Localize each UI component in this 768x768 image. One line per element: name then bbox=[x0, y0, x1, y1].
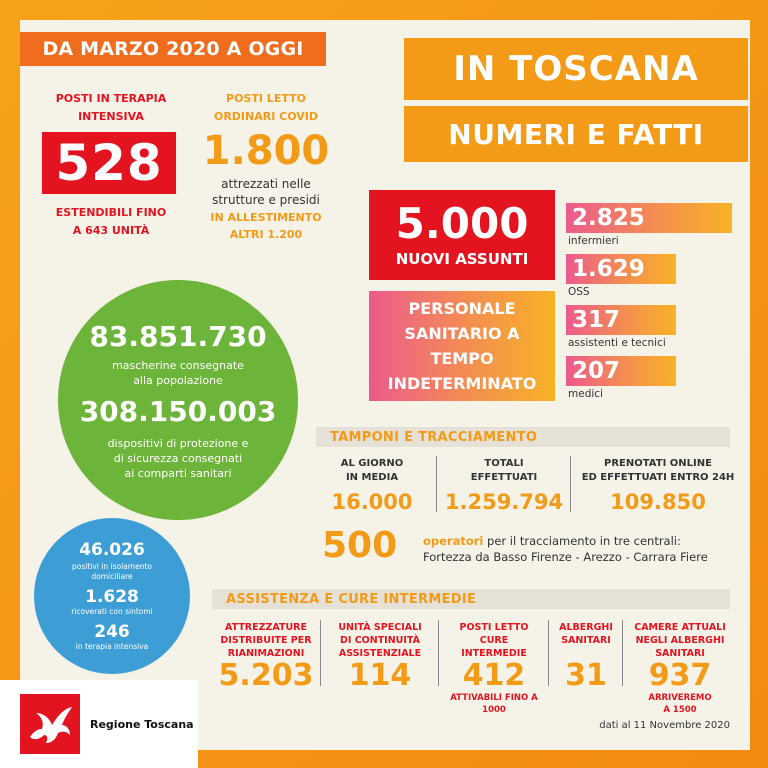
divider bbox=[320, 620, 321, 686]
icu-label: POSTI IN TERAPIA INTENSIVA bbox=[55, 92, 167, 123]
assistenza-label: ATTREZZATURE DISTRIBUITE PER RIANIMAZIONI bbox=[220, 622, 312, 659]
main-title: IN TOSCANA bbox=[404, 38, 748, 100]
assistenza-value: 5.203 bbox=[218, 658, 314, 693]
tamponi-online-value: 109.850 bbox=[610, 490, 706, 514]
tamponi-daily-value: 16.000 bbox=[331, 490, 413, 514]
icu-value: 528 bbox=[42, 132, 176, 194]
tamponi-total-value: 1.259.794 bbox=[444, 490, 564, 514]
hospitalized-desc: ricoverati con sintomi bbox=[71, 607, 153, 616]
hires-breakdown-value: 207 bbox=[566, 356, 676, 386]
assistenza-note: ATTIVABILI FINO A 1000 bbox=[450, 693, 538, 715]
hires-label: NUOVI ASSUNTI bbox=[395, 250, 529, 268]
icu-patients-desc: in terapia intensiva bbox=[75, 642, 149, 651]
staff-type-box: PERSONALE SANITARIO A TEMPO INDETERMINATO bbox=[369, 291, 555, 401]
region-logo bbox=[0, 680, 198, 768]
operators-value: 500 bbox=[322, 525, 398, 566]
pegasus-icon bbox=[20, 694, 80, 754]
assistenza-section-title: ASSISTENZA E CURE INTERMEDIE bbox=[212, 589, 730, 609]
divider bbox=[436, 456, 437, 512]
hires-breakdown-value: 317 bbox=[566, 305, 676, 335]
covid-beds-desc: attrezzati nelle strutture e presidi bbox=[212, 177, 320, 207]
devices-desc: dispositivi di protezione e di sicurezza consegnati ai comparti sanitari bbox=[107, 436, 249, 480]
hospitalized-value: 1.628 bbox=[85, 587, 139, 607]
period-banner: DA MARZO 2020 A OGGI bbox=[20, 32, 326, 66]
hires-box bbox=[369, 190, 555, 280]
assistenza-label: POSTI LETTO CURE INTERMEDIE bbox=[459, 622, 529, 659]
assistenza-label: ALBERGHI SANITARI bbox=[559, 622, 613, 646]
isolation-circle bbox=[34, 518, 190, 674]
hires-breakdown-value: 1.629 bbox=[566, 254, 676, 284]
assistenza-value: 31 bbox=[565, 658, 607, 693]
masks-value: 83.851.730 bbox=[89, 319, 267, 353]
isolation-value: 46.026 bbox=[79, 540, 145, 560]
covid-beds-label: POSTI LETTO ORDINARI COVID bbox=[213, 92, 319, 123]
divider bbox=[548, 620, 549, 686]
hires-breakdown-label: OSS bbox=[568, 286, 590, 298]
assistenza-value: 412 bbox=[462, 658, 526, 693]
tamponi-online-label: PRENOTATI ONLINE ED EFFETTUATI ENTRO 24H bbox=[581, 458, 735, 483]
hires-breakdown-value: 2.825 bbox=[566, 203, 732, 233]
icu-note: ESTENDIBILI FINO A 643 UNITÀ bbox=[55, 206, 167, 237]
masks-desc: mascherine consegnate alla popolazione bbox=[112, 358, 244, 387]
assistenza-value: 937 bbox=[648, 658, 712, 693]
hires-breakdown-label: assistenti e tecnici bbox=[568, 337, 666, 349]
logo-text: Regione Toscana bbox=[90, 717, 194, 731]
hires-value: 5.000 bbox=[395, 199, 529, 248]
divider bbox=[570, 456, 571, 512]
divider bbox=[622, 620, 623, 686]
assistenza-note: ARRIVEREMO A 1500 bbox=[648, 693, 712, 715]
operators-desc: operatori per il tracciamento in tre centrali: Fortezza da Basso Firenze - Arezzo - Carrara Fiere bbox=[423, 534, 708, 564]
covid-beds-note: IN ALLESTIMENTO ALTRI 1.200 bbox=[210, 211, 322, 241]
hires-breakdown-label: infermieri bbox=[568, 235, 619, 247]
covid-beds-value: 1.800 bbox=[202, 128, 330, 174]
masks-circle bbox=[58, 280, 298, 520]
tamponi-daily-label: AL GIORNO IN MEDIA bbox=[340, 458, 404, 483]
tamponi-section-title: TAMPONI E TRACCIAMENTO bbox=[316, 427, 730, 447]
hires-breakdown-label: medici bbox=[568, 388, 603, 400]
devices-value: 308.150.003 bbox=[79, 394, 277, 428]
divider bbox=[438, 620, 439, 686]
isolation-desc: positivi in isolamento domiciliare bbox=[72, 562, 152, 581]
icu-patients-value: 246 bbox=[94, 622, 130, 642]
main-subtitle: NUMERI E FATTI bbox=[404, 106, 748, 162]
assistenza-label: CAMERE ATTUALI NEGLI ALBERGHI SANITARI bbox=[634, 622, 726, 659]
assistenza-label: UNITÀ SPECIALI DI CONTINUITÀ ASSISTENZIALE bbox=[338, 622, 422, 659]
assistenza-value: 114 bbox=[348, 658, 412, 693]
data-date-footnote: dati al 11 Novembre 2020 bbox=[599, 720, 730, 731]
tamponi-total-label: TOTALI EFFETTUATI bbox=[470, 458, 538, 483]
